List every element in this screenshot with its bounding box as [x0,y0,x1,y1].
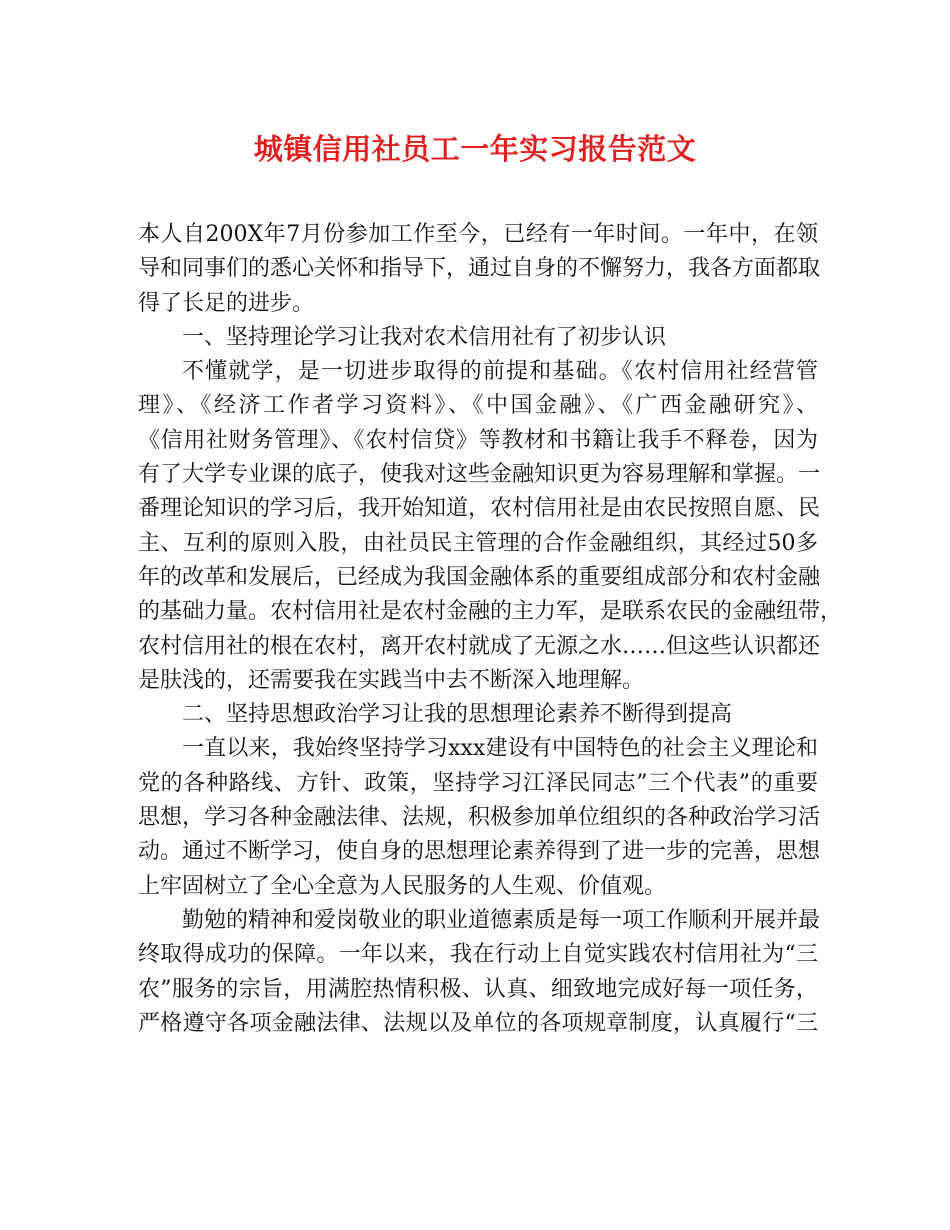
text-line: 上牢固树立了全心全意为人民服务的人生观、价值观。 [138,873,667,899]
text-line: 导和同事们的悉心关怀和指导下，通过自身的不懈努力，我各方面都取 [138,256,821,282]
text-line: 思想，学习各种金融法律、法规，积极参加单位组织的各种政治学习活 [138,805,821,831]
text-line: 本人自200X年7月份参加工作至今，已经有一年时间。一年中，在领 [138,222,818,247]
text-line: 党的各种路线、方针、政策，坚持学习江泽民同志”三个代表”的重要 [138,770,818,796]
text-line: 有了大学专业课的底子，使我对这些金融知识更为容易理解和掌握。一 [138,462,821,488]
text-line: 年的改革和发展后，已经成为我国金融体系的重要组成部分和农村金融 [138,564,821,590]
text-line: 理》、《经济工作者学习资料》、《中国金融》、《广西金融研究》、 [138,393,818,419]
text-line: 是肤浅的，还需要我在实践当中去不断深入地理解。 [138,667,645,693]
document-title: 城镇信用社员工一年实习报告范文 [253,132,697,166]
text-line: 农”服务的宗旨，用满腔热情积极、认真、细致地完成好每一项任务， [138,976,818,1002]
text-line: 动。通过不断学习，使自身的思想理论素养得到了进一步的完善，思想 [138,839,821,865]
text-line: 《信用社财务管理》、《农村信贷》等教材和书籍让我手不释卷，因为 [138,427,818,453]
text-line: 一、坚持理论学习让我对农术信用社有了初步认识 [182,324,667,350]
text-line: 一直以来，我始终坚持学习xxx建设有中国特色的社会主义理论和 [182,736,818,762]
text-line: 二、坚持思想政治学习让我的思想理论素养不断得到提高 [182,702,733,728]
document-body [138,218,843,1041]
text-line: 得了长足的进步。 [138,290,315,316]
text-line: 主、互利的原则入股，由社员民主管理的合作金融组织，其经过50多 [138,530,818,556]
text-line: 不懂就学，是一切进步取得的前提和基础。《农村信用社经营管 [182,359,818,385]
text-line: 的基础力量。农村信用社是农村金融的主力军，是联系农民的金融纽带， [138,599,843,625]
text-line: 严格遵守各项金融法律、法规以及单位的各项规章制度，认真履行“三 [138,1010,818,1036]
text-line: 终取得成功的保障。一年以来，我在行动上自觉实践农村信用社为“三 [138,942,818,968]
text-line: 农村信用社的根在农村，离开农村就成了无源之水……但这些认识都还 [138,633,821,659]
text-line: 勤勉的精神和爱岗敬业的职业道德素质是每一项工作顺利开展并最 [182,907,821,933]
text-line: 番理论知识的学习后，我开始知道，农村信用社是由农民按照自愿、民 [138,496,821,522]
